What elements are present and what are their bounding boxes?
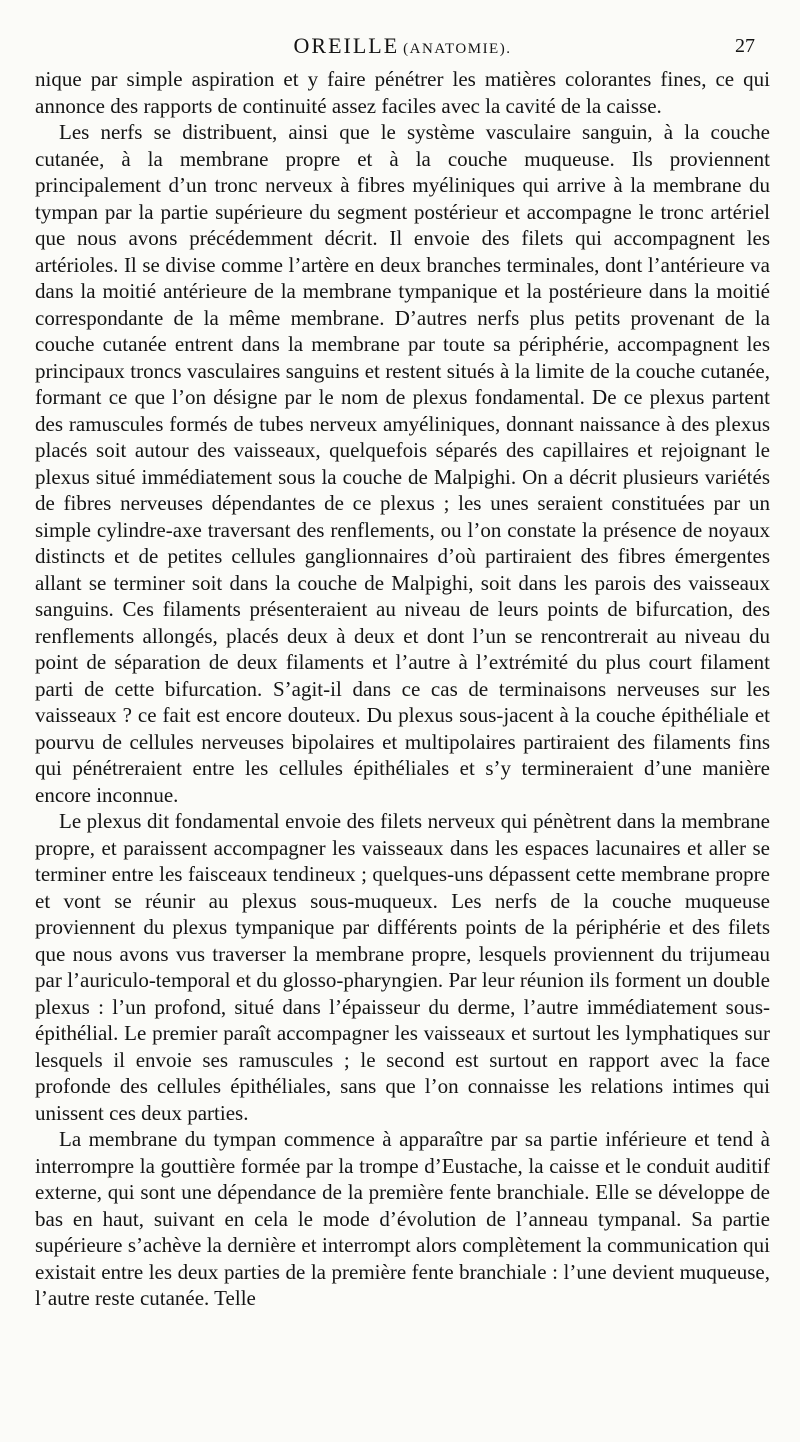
paragraph-2: Les nerfs se distribuent, ainsi que le système vasculaire sanguin, à la couche cutanée, à la membrane propre et à la couche muqueuse. Ils proviennent principalement d’un tronc nerveux à fibres myéliniques qui arrive à la membrane du tympan par la partie supérieure du segment postérieur et accompagne le tronc artériel que nous avons précédemment décrit. Il envoie des filets qui accompagnent les artérioles. Il se divise comme l’artère en deux branches terminales, dont l’antérieure va dans la moitié antérieure de la membrane tympanique et la postérieure dans la moitié correspondante de la même membrane. D’autres nerfs plus petits provenant de la couche cutanée entrent dans la membrane par toute sa périphérie, accompagnent les principaux troncs vasculaires sanguins et restent situés à la limite de la couche cutanée, formant ce que l’on désigne par le nom de plexus fondamental. De ce plexus partent des ramuscules formés de tubes nerveux amyéliniques, donnant naissance à des plexus placés soit autour des vaisseaux, quelquefois séparés des capillaires et rejoignant le plexus situé immédiatement sous la couche de Malpighi. On a décrit plusieurs variétés de fibres nerveuses dépendantes de ce plexus ; les unes seraient constituées par un simple cylindre-axe traversant des renflements, ou l’on constate la présence de noyaux distincts et de petites cellules ganglionnaires d’où partiraient des fibres émergentes allant se terminer soit dans la couche de Malpighi, soit dans les parois des vaisseaux sanguins. Ces filaments présenteraient au niveau de leurs points de bifurcation, des renflements allongés, placés deux à deux et dont l’un se rencontrerait au niveau du point de séparation de deux filaments et l’autre à l’extrémité du plus court filament parti de cette bifurcation. S’agit-il dans ce cas de terminaisons nerveuses sur les vaisseaux ? ce fait est encore douteux. Du plexus sous-jacent à la couche épithéliale et pourvu de cellules nerveuses bipolaires et multipolaires partiraient des filaments fins qui pénétreraient entre les cellules épithéliales et s’y termineraient d’une manière encore inconnue.: [35, 120, 770, 807]
paragraph-1: nique par simple aspiration et y faire pénétrer les matières colorantes fines, ce qui annonce des rapports de continuité assez faciles avec la cavité de la caisse.: [35, 67, 770, 118]
running-head-subtitle: (ANATOMIE).: [403, 41, 512, 57]
body-text: [35, 66, 770, 1312]
page-number: 27: [735, 35, 755, 57]
paragraph-4: La membrane du tympan commence à apparaître par sa partie inférieure et tend à interrompre la gouttière formée par la trompe d’Eustache, la caisse et le conduit auditif externe, qui sont une dépendance de la première fente branchiale. Elle se développe de bas en haut, suivant en cela le mode d’évolution de l’anneau tympanal. Sa partie supérieure s’achève la dernière et interrompt alors complètement la communication qui existait entre les deux parties de la première fente branchiale : l’une devient muqueuse, l’autre reste cutanée. Telle: [35, 1127, 770, 1310]
running-head-title: OREILLE: [293, 33, 400, 58]
running-head: [35, 26, 770, 66]
paragraph-3: Le plexus dit fondamental envoie des filets nerveux qui pénètrent dans la membrane propre, et paraissent accompagner les vaisseaux dans les espaces lacunaires et aller se terminer entre les faisceaux tendineux ; quelques-uns dépassent cette membrane propre et vont se réunir au plexus sous-muqueux. Les nerfs de la couche muqueuse proviennent du plexus tympanique par différents points de la périphérie et des filets que nous avons vus traverser la membrane propre, lesquels proviennent du trijumeau par l’auriculo-temporal et du glosso-pharyngien. Par leur réunion ils forment un double plexus : l’un profond, situé dans l’épaisseur du derme, l’autre immédiatement sous-épithélial. Le premier paraît accompagner les vaisseaux et surtout les lymphatiques sur lesquels il envoie ses ramuscules ; le second est surtout en rapport avec la face profonde des cellules épithéliales, sans que l’on connaisse les relations intimes qui unissent ces deux parties.: [35, 809, 770, 1125]
